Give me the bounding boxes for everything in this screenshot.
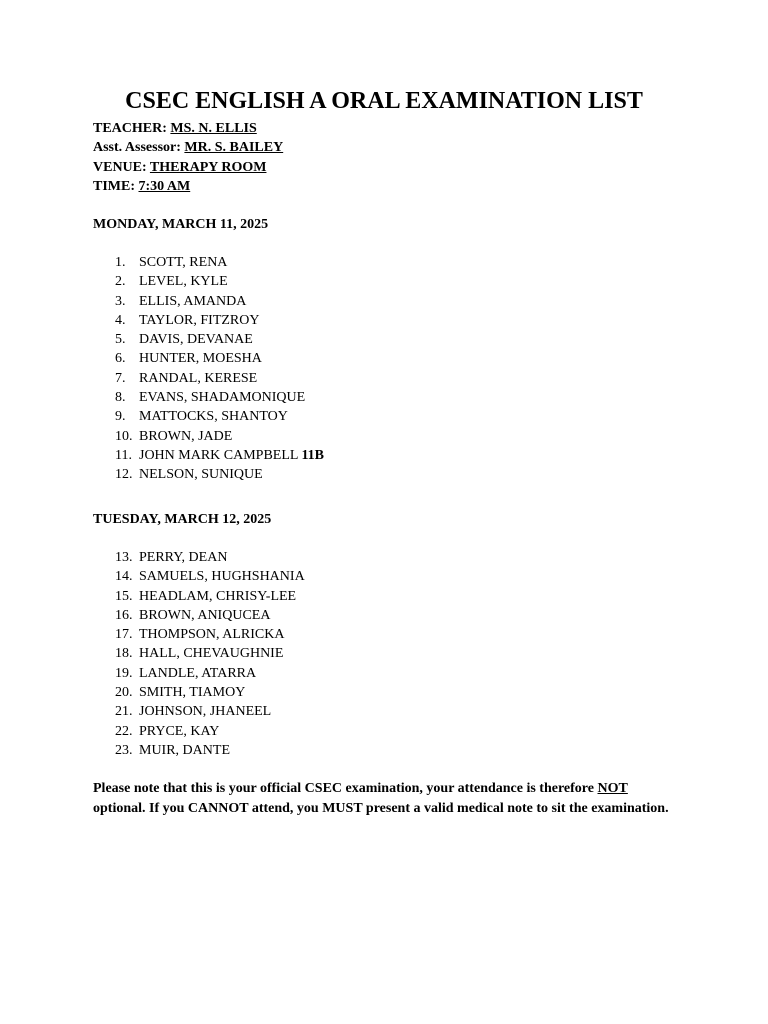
student-list-item [115, 625, 305, 644]
student-number: 13. [115, 550, 133, 565]
student-entry [139, 369, 257, 388]
student-entry [139, 446, 324, 465]
student-name: SAMUELS, HUGHSHANIA [139, 569, 305, 585]
student-list-item [115, 446, 324, 465]
student-number: 2. [115, 274, 126, 290]
student-name: JOHN MARK CAMPBELL [139, 447, 302, 463]
student-name: BROWN, ANIQUCEA [139, 607, 271, 623]
student-list-item [115, 587, 305, 606]
student-name: PRYCE, KAY [139, 723, 220, 739]
student-entry [139, 349, 262, 368]
student-name: MUIR, DANTE [139, 742, 230, 758]
student-entry [139, 548, 227, 567]
student-list-item [115, 407, 324, 426]
page-title: CSEC ENGLISH A ORAL EXAMINATION LIST [125, 88, 643, 114]
student-entry [139, 625, 284, 644]
student-number: 7. [115, 370, 126, 386]
student-number: 15. [115, 588, 133, 604]
venue-value: THERAPY ROOM [149, 159, 267, 175]
time-row [93, 177, 283, 196]
student-number: 1. [115, 255, 126, 270]
student-list-item [115, 644, 305, 663]
monday-student-list [115, 253, 324, 485]
student-entry [139, 465, 263, 484]
student-number: 8. [115, 390, 126, 406]
student-number: 3. [115, 293, 126, 309]
student-name: TAYLOR, FITZROY [139, 312, 260, 328]
assessor-row [93, 138, 283, 157]
student-entry [139, 388, 305, 407]
student-number: 23. [115, 742, 133, 758]
student-list-item [115, 292, 324, 311]
student-name: NELSON, SUNIQUE [139, 467, 263, 483]
student-entry [139, 664, 256, 683]
student-list-item [115, 548, 305, 567]
student-name: HEADLAM, CHRISY-LEE [139, 588, 297, 604]
student-list-item [115, 702, 305, 721]
student-number: 22. [115, 723, 133, 739]
student-entry [139, 292, 246, 311]
student-number: 18. [115, 646, 133, 662]
student-name: HALL, CHEVAUGHNIE [139, 646, 284, 662]
student-entry [139, 311, 259, 330]
student-name: ELLIS, AMANDA [139, 293, 247, 309]
student-number: 10. [115, 428, 133, 444]
teacher-label: TEACHER: [93, 121, 167, 136]
student-list-item [115, 369, 324, 388]
venue-row [93, 158, 283, 177]
student-entry [139, 702, 271, 721]
note-text-2: optional. If you CANNOT attend, you MUST present a valid medical note to sit the examination. [93, 800, 669, 816]
student-number: 6. [115, 351, 126, 367]
student-entry [139, 407, 288, 426]
student-list-item [115, 606, 305, 625]
student-number: 4. [115, 312, 126, 328]
student-name: BROWN, JADE [139, 428, 233, 444]
student-entry [139, 644, 283, 663]
student-list-item [115, 330, 324, 349]
time-label: TIME: [93, 178, 135, 194]
student-entry [139, 567, 305, 586]
student-number: 5. [115, 332, 126, 348]
tuesday-student-list [115, 548, 305, 760]
student-name: THOMPSON, ALRICKA [139, 627, 285, 643]
student-list-item [115, 427, 324, 446]
teacher-row [93, 119, 283, 138]
student-entry [139, 741, 230, 760]
student-number: 16. [115, 607, 133, 623]
student-list-item [115, 465, 324, 484]
student-entry [139, 722, 219, 741]
note-not-underlined: NOT [597, 781, 628, 796]
tuesday-heading: TUESDAY, MARCH 12, 2025 [93, 512, 272, 527]
student-entry [139, 427, 232, 446]
exam-details [93, 119, 283, 196]
student-number: 12. [115, 467, 133, 483]
student-name: SCOTT, RENA [139, 255, 228, 270]
venue-label: VENUE: [93, 159, 147, 175]
student-list-item [115, 722, 305, 741]
student-name: JOHNSON, JHANEEL [139, 704, 272, 720]
student-number: 11. [115, 447, 132, 463]
student-number: 14. [115, 569, 133, 585]
student-name: LANDLE, ATARRA [139, 665, 257, 681]
student-list-item [115, 349, 324, 368]
time-value: 7:30 AM [138, 178, 191, 194]
student-number: 17. [115, 627, 133, 643]
student-list-item [115, 272, 324, 291]
student-entry [139, 683, 245, 702]
student-number: 19. [115, 665, 133, 681]
student-name: EVANS, SHADAMONIQUE [139, 390, 306, 406]
student-name: PERRY, DEAN [139, 550, 228, 565]
student-list-item [115, 664, 305, 683]
monday-heading: MONDAY, MARCH 11, 2025 [93, 217, 269, 232]
student-list-item [115, 567, 305, 586]
student-list-item [115, 253, 324, 272]
teacher-value: MS. N. ELLIS [170, 121, 257, 136]
assessor-value: MR. S. BAILEY [184, 140, 284, 156]
student-name: RANDAL, KERESE [139, 370, 258, 386]
student-name: MATTOCKS, SHANTOY [139, 409, 288, 425]
student-name: SMITH, TIAMOY [139, 685, 246, 701]
student-number: 21. [115, 704, 133, 720]
student-list-item [115, 741, 305, 760]
student-list-item [115, 388, 324, 407]
student-entry [139, 606, 270, 625]
student-list-item [115, 683, 305, 702]
note-text-1: Please note that this is your official CSEC examination, your attendance is therefore [93, 781, 598, 796]
student-list-item [115, 311, 324, 330]
assessor-label: Asst. Assessor: [93, 140, 181, 156]
student-name: LEVEL, KYLE [139, 274, 228, 290]
student-name: DAVIS, DEVANAE [139, 332, 253, 348]
student-class-tag: 11B [301, 447, 325, 463]
attendance-note [93, 779, 673, 818]
student-name: HUNTER, MOESHA [139, 351, 262, 367]
student-number: 20. [115, 685, 133, 701]
student-entry [139, 272, 228, 291]
student-entry [139, 253, 227, 272]
student-entry [139, 330, 253, 349]
student-entry [139, 587, 296, 606]
student-number: 9. [115, 409, 126, 425]
